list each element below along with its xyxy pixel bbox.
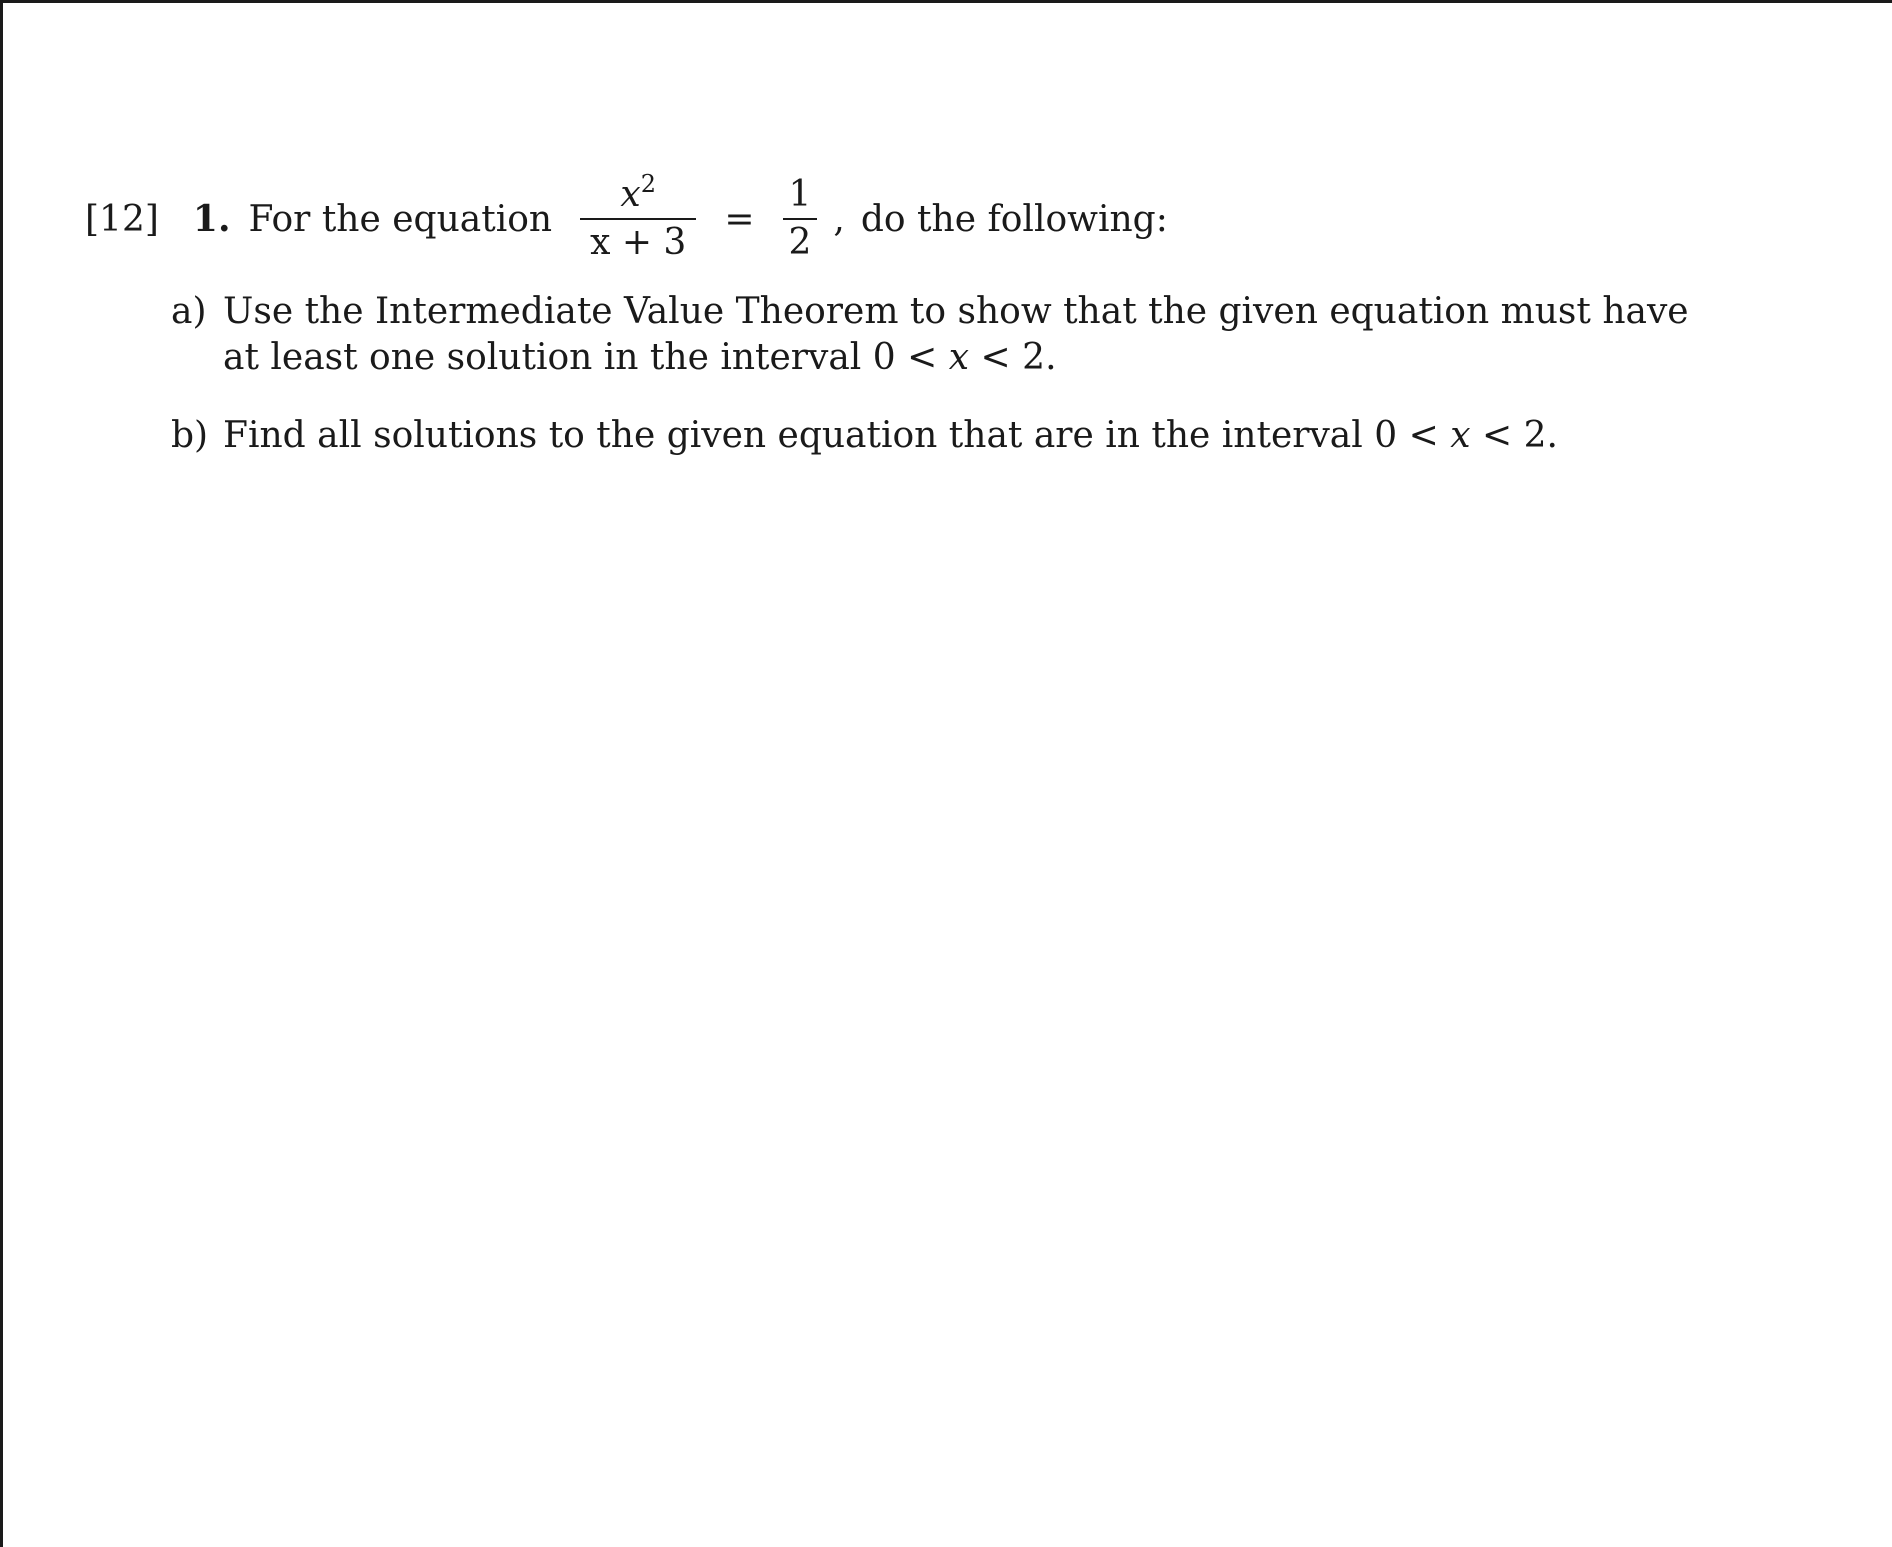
equation-comma: , [833,198,845,240]
part-a-interval-op1: < [907,337,938,378]
part-b-text [223,413,1731,459]
part-b-interval-var: x [1450,415,1471,456]
part-b-interval-low: 0 [1374,415,1398,456]
lhs-fraction [580,170,696,263]
lhs-numerator-base: x [620,174,641,216]
problem-statement [85,171,1168,267]
part-b-interval-op2: < [1482,415,1513,456]
part-a-label: a) [171,291,207,332]
part-a-interval-high: 2 [1022,337,1046,378]
part-a-interval-op2: < [980,337,1011,378]
rhs-denominator: 2 [783,218,818,262]
rhs-numerator: 1 [788,174,812,216]
lhs-denominator: x + 3 [580,218,696,262]
part-a-text [223,289,1731,381]
problem-instruction: do the following: [860,198,1168,240]
lhs-numerator-exponent: 2 [640,170,656,199]
part-b-prompt: Find all solutions to the given equation that are in the interval [223,415,1363,456]
part-b [171,413,1731,459]
part-a-interval-low: 0 [872,337,896,378]
points-value: [12] [85,198,159,240]
part-a [171,289,1731,381]
problem-intro: For the equation [248,198,553,240]
part-a-prompt: Use the Intermediate Value Theorem to show that the given equation must have at least one solution in the interval [223,291,1689,378]
part-a-interval-var: x [948,337,970,378]
part-b-label: b) [171,415,209,456]
rhs-fraction [783,176,818,262]
lhs-numerator [610,170,666,218]
problem-number: 1. [192,198,231,240]
part-a-period: . [1045,337,1057,378]
part-b-interval-op1: < [1408,415,1439,456]
part-b-interval-high: 2 [1523,415,1547,456]
part-b-period: . [1546,415,1558,456]
equals-sign: = [724,198,755,240]
